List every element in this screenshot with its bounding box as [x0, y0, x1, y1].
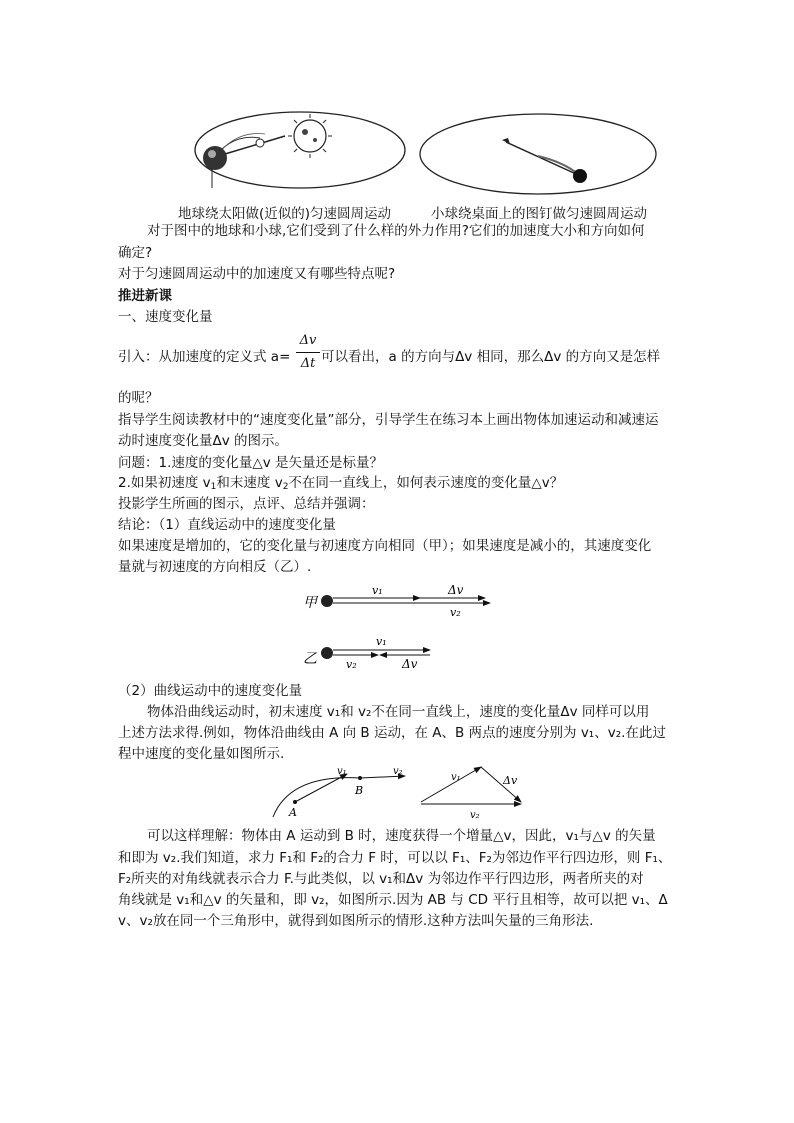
label-B: B — [355, 784, 364, 797]
curve-velocity-diagram — [265, 762, 540, 822]
label-tri-dv: Δv — [503, 774, 518, 787]
guide-line-2: 动时速度变化量Δv 的图示。 — [118, 433, 289, 449]
curve-section-title: （2）曲线运动中的速度变化量 — [118, 683, 303, 699]
problem-line-5: 如果速度是增加的，它的变化量与初速度方向相同（甲）；如果速度是减小的，其速度变化 — [118, 538, 652, 554]
lead-prefix: 引入：从加速度的定义式 a= — [118, 349, 291, 365]
explain-line-3: F₂所夹的对角线就表示合力 F.与此类似，以 v₁和Δv 为邻边作平行四边形，两者所夹的对 — [118, 871, 644, 887]
problem-line-2a: 2.如果初速度 v — [118, 475, 211, 491]
label-dv-jia: Δv — [448, 583, 464, 597]
linear-velocity-diagram — [300, 580, 500, 672]
label-v2-yi: v₂ — [346, 658, 357, 671]
lead-suffix: 可以看出，a 的方向与Δv 相同，那么Δv 的方向又是怎样 — [321, 349, 661, 365]
problem-line-3: 投影学生所画的图示，点评、总结并强调： — [118, 496, 375, 512]
section-heading: 推进新课 — [118, 288, 172, 304]
problem-line-1: 问题：1.速度的变化量△v 是矢量还是标量？ — [118, 455, 384, 471]
intro-question-1b: 确定? — [118, 245, 153, 261]
explain-line-5: v、v₂放在同一个三角形中，就得到如图所示的情形.这种方法叫矢量的三角形法. — [118, 913, 594, 929]
label-tri-v1: v₁ — [451, 772, 461, 783]
intro-question-2: 对于匀速圆周运动中的加速度又有哪些特点呢? — [118, 266, 396, 282]
problem-line-2: 2.如果初速度 $v_1$和末速度 $v_2$不在同一直线上，如何表示速度的变化量△v？ — [118, 475, 564, 492]
label-tri-v2: v₂ — [470, 810, 480, 821]
section-title-1: 一、速度变化量 — [118, 309, 213, 325]
guide-line-1: 指导学生阅读教材中的“速度变化量”部分，引导学生在练习本上画出物体加速运动和减速运 — [118, 412, 659, 428]
ball-pin-illustration — [418, 112, 668, 198]
intro-question-1a: 对于图中的地球和小球,它们受到了什么样的外力作用?它们的加速度大小和方向如何 — [147, 223, 645, 239]
label-curve-v1: v₁ — [337, 766, 347, 777]
fraction-numerator: Δv — [299, 333, 317, 348]
problem-line-4: 结论：（1）直线运动中的速度变化量 — [118, 517, 336, 533]
label-jia: 甲 — [303, 595, 317, 611]
explain-line-4: 角线就是 v₁和△v 的矢量和，即 v₂，如图所示.因为 AB 与 CD 平行且相等，故可以把 v₁、Δ — [118, 892, 668, 908]
problem-line-2c: 不在同一直线上，如何表示速度的变化量△v？ — [288, 475, 564, 491]
label-v2-jia: v₂ — [450, 606, 461, 619]
ball-caption: 小球绕桌面上的图钉做匀速圆周运动 — [431, 206, 647, 222]
label-yi: 乙 — [303, 651, 317, 667]
label-v1-jia: v₁ — [372, 584, 383, 597]
fraction-bar — [296, 352, 320, 353]
explain-line-2: 和即为 v₂.我们知道，求力 F₁和 F₂的合力 F 时，可以以 F₁、F₂为邻边作平行四边形，则 F₁、 — [118, 850, 672, 866]
problem-line-6: 量就与初速度的方向相反（乙）. — [118, 559, 312, 575]
label-dv-yi: Δv — [402, 657, 418, 671]
earth-caption: 地球绕太阳做(近似的)匀速圆周运动 — [178, 206, 392, 222]
explain-line-1: 可以这样理解：物体由 A 运动到 B 时，速度获得一个增量△v，因此，v₁与△v 的矢量 — [147, 828, 656, 844]
curve-line-1: 物体沿曲线运动时，初末速度 v₁和 v₂不在同一直线上，速度的变化量Δv 同样可以用 — [147, 704, 650, 720]
curve-line-2: 上述方法求得.例如，物体沿曲线由 A 向 B 运动，在 A、B 两点的速度分别为 v₁、v₂.在此过 — [118, 725, 666, 741]
label-A: A — [289, 806, 297, 819]
fraction-denominator: Δt — [300, 356, 316, 371]
earth-sun-illustration — [190, 108, 415, 200]
curve-line-3: 程中速度的变化量如图所示. — [118, 746, 285, 762]
lead-continuation: 的呢？ — [118, 390, 159, 406]
problem-line-2b: 和末速度 v — [216, 475, 283, 491]
label-curve-v2: v₂ — [393, 766, 403, 777]
label-v1-yi: v₁ — [376, 635, 387, 648]
